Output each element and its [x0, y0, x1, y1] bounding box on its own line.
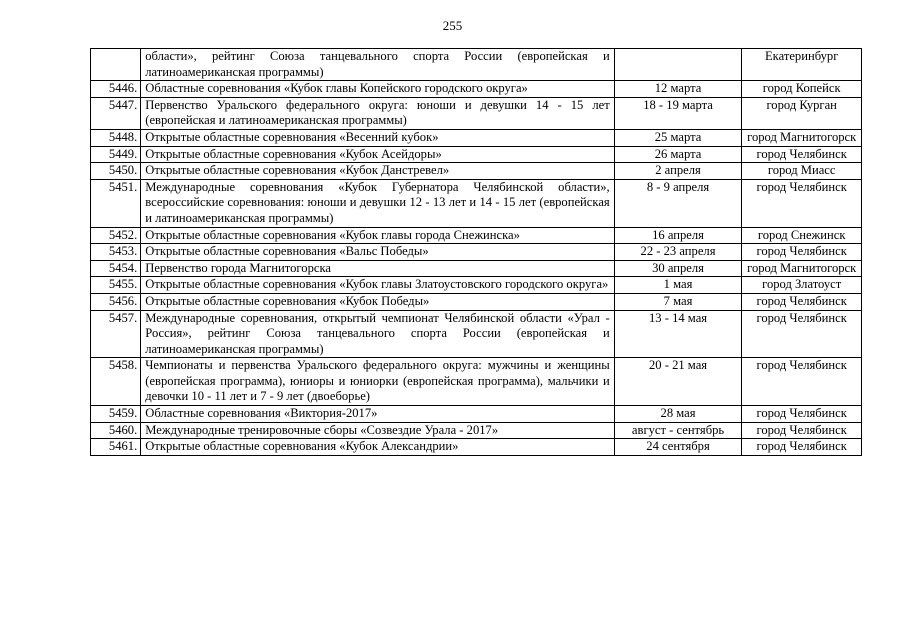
event-name-cell: Областные соревнования «Виктория-2017»	[141, 406, 614, 423]
event-name-cell: Открытые областные соревнования «Вальс Победы»	[141, 244, 614, 261]
events-table-body	[91, 49, 862, 456]
event-name-cell: Открытые областные соревнования «Кубок главы города Снежинска»	[141, 227, 614, 244]
event-date-cell: 30 апреля	[614, 260, 742, 277]
table-row	[91, 358, 862, 406]
event-place-cell: город Челябинск	[742, 244, 862, 261]
event-name-cell: Открытые областные соревнования «Кубок Александрии»	[141, 439, 614, 456]
table-row	[91, 310, 862, 358]
row-number-cell: 5457.	[91, 310, 141, 358]
table-row	[91, 97, 862, 129]
row-number-cell: 5460.	[91, 422, 141, 439]
event-date-cell: 12 марта	[614, 81, 742, 98]
event-date-cell: 18 - 19 марта	[614, 97, 742, 129]
event-date-cell: 7 мая	[614, 293, 742, 310]
event-date-cell: 2 апреля	[614, 163, 742, 180]
table-row	[91, 260, 862, 277]
table-row	[91, 179, 862, 227]
event-date-cell: 24 сентября	[614, 439, 742, 456]
table-row	[91, 81, 862, 98]
row-number-cell: 5459.	[91, 406, 141, 423]
table-row	[91, 163, 862, 180]
table-row	[91, 422, 862, 439]
event-place-cell: город Челябинск	[742, 293, 862, 310]
row-number-cell: 5451.	[91, 179, 141, 227]
event-name-cell: Первенство города Магнитогорска	[141, 260, 614, 277]
event-date-cell: 20 - 21 мая	[614, 358, 742, 406]
row-number-cell: 5447.	[91, 97, 141, 129]
event-name-cell: Открытые областные соревнования «Кубок главы Златоустовского городского округа»	[141, 277, 614, 294]
event-date-cell	[614, 49, 742, 81]
event-place-cell: город Челябинск	[742, 358, 862, 406]
event-place-cell: город Миасс	[742, 163, 862, 180]
event-name-cell: Открытые областные соревнования «Кубок Данстревел»	[141, 163, 614, 180]
event-name-cell: Международные соревнования «Кубок Губернатора Челябинской области», всероссийские соревнования: юноши и девушки 12 - 13 лет и 14 - 15 лет (европейская и латиноамериканская программы)	[141, 179, 614, 227]
row-number-cell	[91, 49, 141, 81]
row-number-cell: 5448.	[91, 129, 141, 146]
event-date-cell: август - сентябрь	[614, 422, 742, 439]
row-number-cell: 5453.	[91, 244, 141, 261]
table-row	[91, 146, 862, 163]
row-number-cell: 5454.	[91, 260, 141, 277]
event-place-cell: город Копейск	[742, 81, 862, 98]
event-name-cell: Областные соревнования «Кубок главы Копейского городского округа»	[141, 81, 614, 98]
event-place-cell: город Челябинск	[742, 179, 862, 227]
event-name-cell: области», рейтинг Союза танцевального спорта России (европейская и латиноамериканская программы)	[141, 49, 614, 81]
row-number-cell: 5461.	[91, 439, 141, 456]
event-date-cell: 22 - 23 апреля	[614, 244, 742, 261]
event-date-cell: 13 - 14 мая	[614, 310, 742, 358]
event-place-cell: город Челябинск	[742, 406, 862, 423]
event-name-cell: Открытые областные соревнования «Весенний кубок»	[141, 129, 614, 146]
event-date-cell: 28 мая	[614, 406, 742, 423]
table-row	[91, 49, 862, 81]
event-place-cell: город Челябинск	[742, 439, 862, 456]
page-number: 255	[442, 18, 463, 33]
event-place-cell: город Челябинск	[742, 146, 862, 163]
table-row	[91, 293, 862, 310]
table-row	[91, 227, 862, 244]
row-number-cell: 5455.	[91, 277, 141, 294]
table-row	[91, 406, 862, 423]
event-date-cell: 8 - 9 апреля	[614, 179, 742, 227]
table-row	[91, 439, 862, 456]
event-place-cell: Екатеринбург	[742, 49, 862, 81]
table-row	[91, 244, 862, 261]
event-place-cell: город Магнитогорск	[742, 129, 862, 146]
event-place-cell: город Челябинск	[742, 422, 862, 439]
event-name-cell: Международные соревнования, открытый чемпионат Челябинской области «Урал - Россия», рейтинг Союза танцевального спорта России (европейская и латиноамериканская программы)	[141, 310, 614, 358]
event-name-cell: Чемпионаты и первенства Уральского федерального округа: мужчины и женщины (европейская программа), юниоры и юниорки (европейская программа), мальчики и девочки 10 - 11 лет и 7 - 9 лет (двоеборье)	[141, 358, 614, 406]
event-place-cell: город Курган	[742, 97, 862, 129]
event-place-cell: город Снежинск	[742, 227, 862, 244]
row-number-cell: 5450.	[91, 163, 141, 180]
event-place-cell: город Челябинск	[742, 310, 862, 358]
event-name-cell: Открытые областные соревнования «Кубок Асейдоры»	[141, 146, 614, 163]
event-date-cell: 25 марта	[614, 129, 742, 146]
table-row	[91, 129, 862, 146]
event-place-cell: город Златоуст	[742, 277, 862, 294]
event-name-cell: Первенство Уральского федерального округа: юноши и девушки 14 - 15 лет (европейская и латиноамериканская программы)	[141, 97, 614, 129]
row-number-cell: 5449.	[91, 146, 141, 163]
event-date-cell: 1 мая	[614, 277, 742, 294]
event-place-cell: город Магнитогорск	[742, 260, 862, 277]
row-number-cell: 5456.	[91, 293, 141, 310]
row-number-cell: 5452.	[91, 227, 141, 244]
events-table	[90, 48, 862, 456]
row-number-cell: 5458.	[91, 358, 141, 406]
event-date-cell: 26 марта	[614, 146, 742, 163]
row-number-cell: 5446.	[91, 81, 141, 98]
event-name-cell: Открытые областные соревнования «Кубок Победы»	[141, 293, 614, 310]
table-row	[91, 277, 862, 294]
event-name-cell: Международные тренировочные сборы «Созвездие Урала - 2017»	[141, 422, 614, 439]
event-date-cell: 16 апреля	[614, 227, 742, 244]
